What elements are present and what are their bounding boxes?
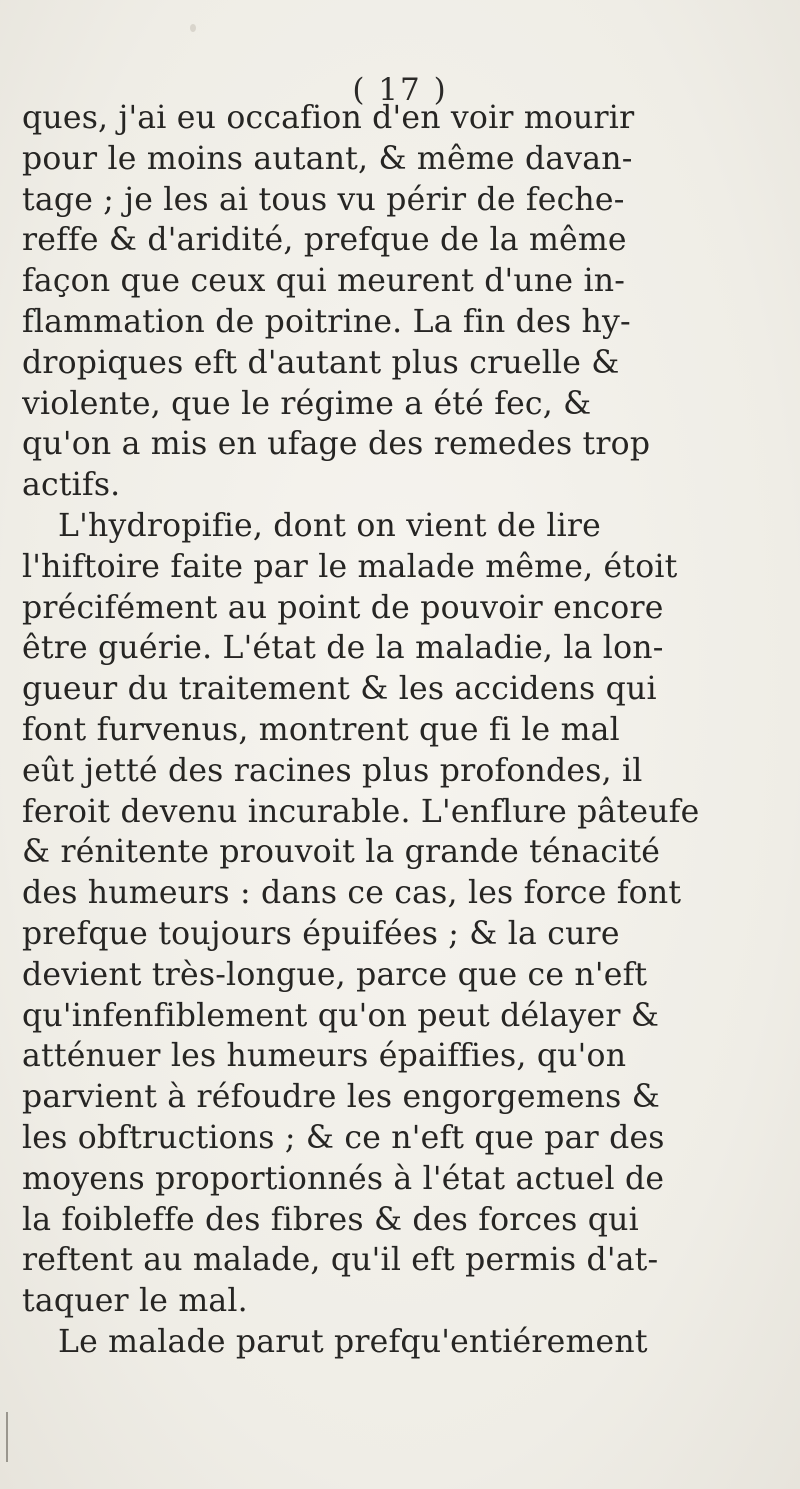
text-line: qu'infenfiblement qu'on peut délayer & — [22, 997, 660, 1034]
text-line: moyens proportionnés à l'état actuel de — [22, 1160, 665, 1197]
text-line: feroit devenu incurable. L'enflure pâteufe — [22, 793, 700, 830]
text-line: eût jetté des racines plus profondes, il — [22, 752, 643, 789]
text-line: taquer le mal. — [22, 1283, 248, 1320]
body-text — [22, 98, 792, 1363]
text-line: gueur du traitement & les accidens qui — [22, 671, 657, 708]
text-line: être guérie. L'état de la maladie, la lon- — [22, 630, 664, 667]
margin-mark — [6, 1412, 8, 1462]
text-line: & rénitente prouvoit la grande ténacité — [22, 834, 661, 871]
text-line: qu'on a mis en ufage des remedes trop — [22, 426, 651, 463]
paragraph-start-line: Le malade parut prefqu'entiérement — [58, 1323, 648, 1360]
text-line: dropiques eft d'autant plus cruelle & — [22, 344, 620, 381]
text-line: reffe & d'aridité, prefque de la même — [22, 222, 627, 259]
text-line: prefque toujours épuifées ; & la cure — [22, 915, 620, 952]
text-line: des humeurs : dans ce cas, les force font — [22, 875, 682, 912]
ink-blot — [190, 24, 196, 32]
text-line: façon que ceux qui meurent d'une in- — [22, 263, 626, 300]
text-line: reftent au malade, qu'il eft permis d'at- — [22, 1242, 659, 1279]
text-line: l'hiftoire faite par le malade même, étoit — [22, 548, 678, 585]
text-line: font furvenus, montrent que fi le mal — [22, 711, 620, 748]
text-line: parvient à réfoudre les engorgemens & — [22, 1079, 660, 1116]
text-line: ques, j'ai eu occafion d'en voir mourir — [22, 100, 635, 136]
text-line: la foibleffe des fibres & des forces qui — [22, 1201, 639, 1238]
text-line: atténuer les humeurs épaiffies, qu'on — [22, 1038, 627, 1075]
paragraph-start-line: L'hydropifie, dont on vient de lire — [58, 507, 601, 544]
page-number-header: ( 17 ) — [352, 72, 448, 108]
text-line: violente, que le régime a été fec, & — [22, 385, 592, 422]
text-line: précifément au point de pouvoir encore — [22, 589, 664, 626]
text-line: les obftructions ; & ce n'eft que par des — [22, 1119, 665, 1156]
text-line: actifs. — [22, 467, 121, 504]
text-line: tage ; je les ai tous vu périr de feche- — [22, 181, 625, 218]
text-line: flammation de poitrine. La fin des hy- — [22, 303, 631, 340]
text-line: pour le moins autant, & même davan- — [22, 140, 633, 177]
text-line: devient très-longue, parce que ce n'eft — [22, 956, 648, 993]
